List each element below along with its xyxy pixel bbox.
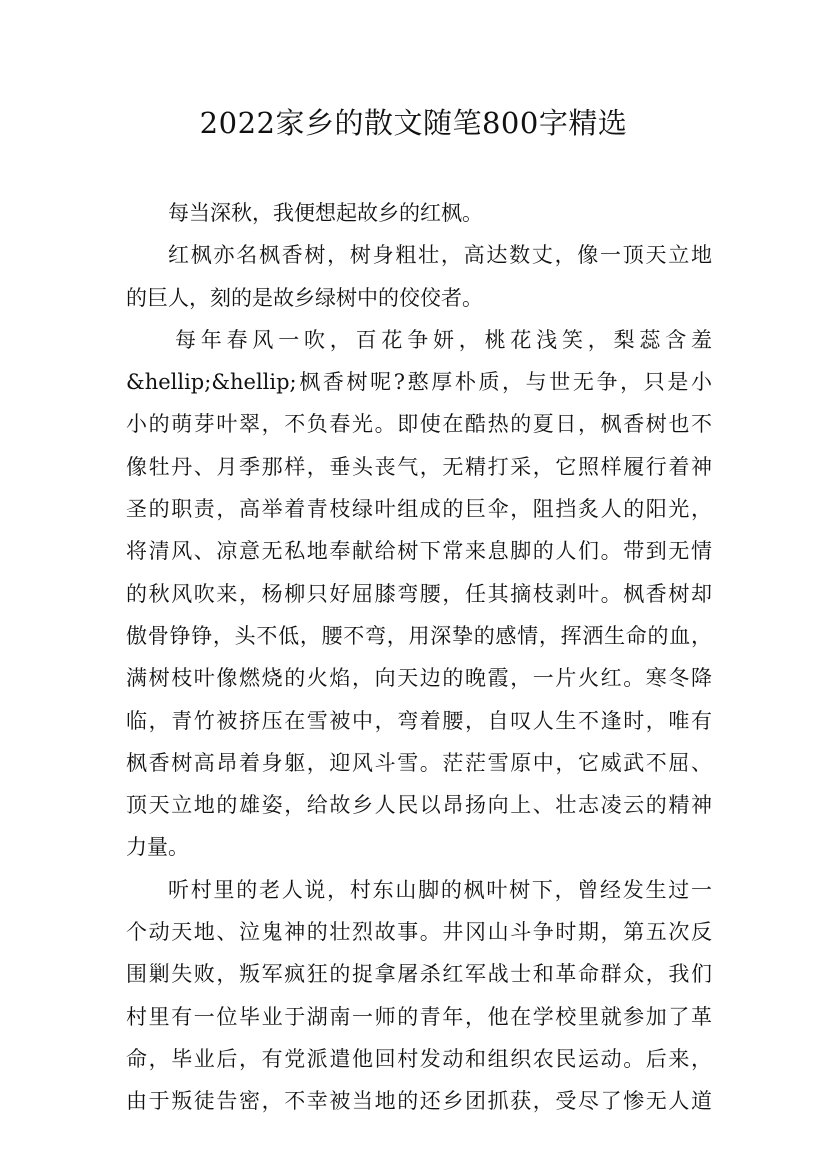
paragraph-line: 围剿失败，叛军疯狂的捉拿屠杀红军战士和革命群众，我们 (126, 962, 712, 987)
paragraph-line: 满树枝叶像燃烧的火焰，向天边的晚霞，一片火红。寒冬降 (126, 666, 712, 691)
paragraph-line: 圣的职责，高举着青枝绿叶组成的巨伞，阻挡炙人的阳光， (126, 497, 712, 522)
paragraph-line: 像牡丹、月季那样，垂头丧气，无精打采，它照样履行着神 (126, 454, 712, 479)
paragraph-line: 命，毕业后，有党派遣他回村发动和组织农民运动。后来， (126, 1046, 712, 1071)
paragraph-line: 每当深秋，我便想起故乡的红枫。 (168, 201, 483, 225)
document-title: 2022家乡的散文随笔800字精选 (199, 106, 628, 140)
paragraph-line: 村里有一位毕业于湖南一师的青年，他在学校里就参加了革 (126, 1004, 712, 1029)
paragraph-line: 个动天地、泣鬼神的壮烈故事。井冈山斗争时期，第五次反 (126, 920, 712, 945)
paragraph-line: 临，青竹被挤压在雪被中，弯着腰，自叹人生不逢时，唯有 (126, 708, 712, 733)
paragraph-line: 听村里的老人说，村东山脚的枫叶树下，曾经发生过一 (168, 877, 712, 902)
paragraph-line: 将清风、凉意无私地奉献给树下常来息脚的人们。带到无情 (126, 539, 712, 564)
paragraph-line: 每年春风一吹，百花争妍，桃花浅笑，梨蕊含羞 (175, 327, 712, 352)
paragraph-line: 枫香树高昂着身躯，迎风斗雪。茫茫雪原中，它威武不屈、 (126, 750, 712, 775)
paragraph-line: 小的萌芽叶翠，不负春光。即使在酷热的夏日，枫香树也不 (126, 412, 712, 437)
paragraph-line: 力量。 (126, 835, 189, 860)
document-body (126, 192, 712, 1123)
paragraph-line: 红枫亦名枫香树，树身粗壮，高达数丈，像一顶天立地 (168, 243, 712, 268)
paragraph-line: 由于叛徒告密，不幸被当地的还乡团抓获，受尽了惨无人道 (126, 1089, 712, 1114)
paragraph-line: 顶天立地的雄姿，给故乡人民以昂扬向上、壮志凌云的精神 (126, 793, 712, 818)
paragraph-line: &hellip;&hellip;枫香树呢?憨厚朴质，与世无争，只是小 (126, 370, 712, 395)
paragraph-line: 的巨人，刻的是故乡绿树中的佼佼者。 (126, 285, 483, 310)
paragraph-line: 傲骨铮铮，头不低，腰不弯，用深挚的感情，挥洒生命的血， (126, 623, 712, 648)
paragraph-line: 的秋风吹来，杨柳只好屈膝弯腰，任其摘枝剥叶。枫香树却 (126, 581, 712, 606)
